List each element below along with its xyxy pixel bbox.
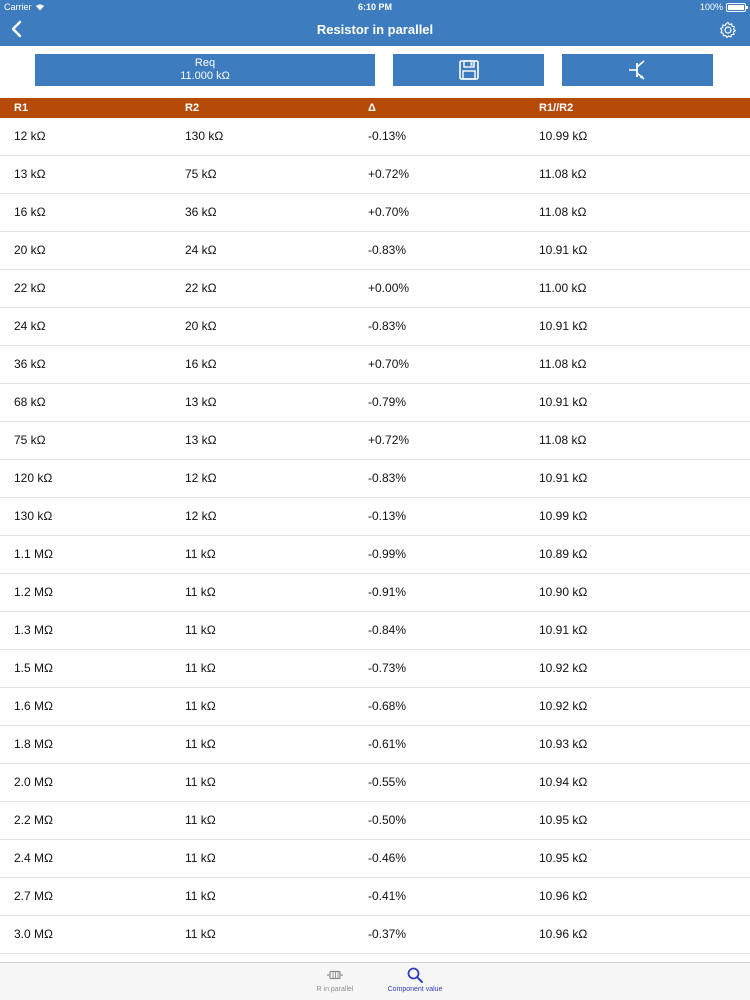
search-icon bbox=[406, 966, 424, 984]
cell-delta: -0.37% bbox=[368, 927, 407, 941]
cell-r1: 68 kΩ bbox=[14, 395, 46, 409]
cell-r2: 11 kΩ bbox=[185, 737, 216, 751]
cell-r2: 11 kΩ bbox=[185, 889, 216, 903]
cell-delta: -0.73% bbox=[368, 661, 407, 675]
cell-r1: 36 kΩ bbox=[14, 357, 46, 371]
tab-r-in-parallel[interactable] bbox=[295, 966, 375, 1000]
table-row[interactable] bbox=[0, 764, 750, 802]
cell-r2: 24 kΩ bbox=[185, 243, 217, 257]
cell-r2: 12 kΩ bbox=[185, 471, 217, 485]
cell-r1: 75 kΩ bbox=[14, 433, 46, 447]
cell-delta: -0.13% bbox=[368, 509, 407, 523]
cell-r1-parallel-r2: 10.91 kΩ bbox=[539, 395, 588, 409]
cell-delta: -0.79% bbox=[368, 395, 407, 409]
results-table bbox=[0, 118, 750, 954]
cell-delta: +0.70% bbox=[368, 357, 410, 371]
table-row[interactable] bbox=[0, 612, 750, 650]
table-row[interactable] bbox=[0, 384, 750, 422]
cell-r1: 120 kΩ bbox=[14, 471, 53, 485]
cell-delta: -0.83% bbox=[368, 243, 407, 257]
cell-r1: 2.2 MΩ bbox=[14, 813, 53, 827]
cell-r2: 11 kΩ bbox=[185, 851, 216, 865]
cell-r1: 12 kΩ bbox=[14, 129, 46, 143]
table-row[interactable] bbox=[0, 346, 750, 384]
cell-r1-parallel-r2: 10.96 kΩ bbox=[539, 889, 588, 903]
floppy-disk-icon bbox=[458, 59, 480, 81]
cell-r1-parallel-r2: 10.93 kΩ bbox=[539, 737, 588, 751]
table-row[interactable] bbox=[0, 536, 750, 574]
table-row[interactable] bbox=[0, 422, 750, 460]
cell-r1: 1.2 MΩ bbox=[14, 585, 53, 599]
nav-bar bbox=[0, 14, 750, 46]
cell-r2: 11 kΩ bbox=[185, 585, 216, 599]
header-r1[interactable]: R1 bbox=[14, 102, 29, 114]
tab-bar bbox=[0, 962, 750, 1000]
cell-r2: 130 kΩ bbox=[185, 129, 224, 143]
cell-r1-parallel-r2: 10.92 kΩ bbox=[539, 699, 588, 713]
battery-icon bbox=[726, 3, 746, 12]
cell-r1-parallel-r2: 10.91 kΩ bbox=[539, 243, 588, 257]
cell-r2: 20 kΩ bbox=[185, 319, 217, 333]
table-row[interactable] bbox=[0, 574, 750, 612]
table-row[interactable] bbox=[0, 878, 750, 916]
cell-r1: 1.1 MΩ bbox=[14, 547, 53, 561]
cell-r1: 22 kΩ bbox=[14, 281, 46, 295]
header-delta[interactable]: Δ bbox=[368, 102, 376, 114]
cell-r1: 2.0 MΩ bbox=[14, 775, 53, 789]
tab-label: R in parallel bbox=[316, 986, 354, 993]
cell-r1: 13 kΩ bbox=[14, 167, 46, 181]
cell-delta: -0.99% bbox=[368, 547, 407, 561]
cell-delta: -0.13% bbox=[368, 129, 407, 143]
cell-r1-parallel-r2: 10.91 kΩ bbox=[539, 623, 588, 637]
cell-delta: -0.83% bbox=[368, 319, 407, 333]
cell-r1: 2.4 MΩ bbox=[14, 851, 53, 865]
table-row[interactable] bbox=[0, 916, 750, 954]
cell-r2: 36 kΩ bbox=[185, 205, 217, 219]
cell-r1-parallel-r2: 10.94 kΩ bbox=[539, 775, 588, 789]
cell-delta: -0.55% bbox=[368, 775, 407, 789]
transistor-button[interactable] bbox=[562, 54, 713, 86]
table-row[interactable] bbox=[0, 688, 750, 726]
gear-icon[interactable] bbox=[718, 20, 738, 40]
cell-r2: 12 kΩ bbox=[185, 509, 217, 523]
table-row[interactable] bbox=[0, 802, 750, 840]
table-row[interactable] bbox=[0, 308, 750, 346]
cell-r1-parallel-r2: 11.00 kΩ bbox=[539, 281, 587, 295]
header-r1-parallel-r2[interactable]: R1//R2 bbox=[539, 102, 574, 114]
cell-r1-parallel-r2: 11.08 kΩ bbox=[539, 205, 587, 219]
battery-indicator bbox=[700, 2, 746, 12]
cell-r1-parallel-r2: 11.08 kΩ bbox=[539, 433, 587, 447]
transistor-icon bbox=[626, 58, 650, 82]
cell-r1: 20 kΩ bbox=[14, 243, 46, 257]
table-header bbox=[0, 98, 750, 118]
cell-delta: -0.61% bbox=[368, 737, 407, 751]
cell-r2: 13 kΩ bbox=[185, 395, 217, 409]
table-row[interactable] bbox=[0, 726, 750, 764]
cell-r1-parallel-r2: 10.90 kΩ bbox=[539, 585, 588, 599]
cell-r1: 1.8 MΩ bbox=[14, 737, 53, 751]
save-button[interactable] bbox=[393, 54, 544, 86]
cell-delta: -0.91% bbox=[368, 585, 407, 599]
table-row[interactable] bbox=[0, 840, 750, 878]
toolbar bbox=[0, 46, 750, 98]
req-button[interactable] bbox=[35, 54, 375, 86]
cell-r1-parallel-r2: 10.96 kΩ bbox=[539, 927, 588, 941]
cell-r1: 1.5 MΩ bbox=[14, 661, 53, 675]
cell-r2: 11 kΩ bbox=[185, 927, 216, 941]
req-label: Req bbox=[194, 57, 216, 69]
cell-delta: -0.46% bbox=[368, 851, 407, 865]
cell-delta: -0.41% bbox=[368, 889, 407, 903]
cell-r1-parallel-r2: 11.08 kΩ bbox=[539, 167, 587, 181]
tab-label: Component value bbox=[387, 986, 443, 993]
cell-r2: 11 kΩ bbox=[185, 813, 216, 827]
cell-delta: +0.00% bbox=[368, 281, 410, 295]
cell-r2: 11 kΩ bbox=[185, 699, 216, 713]
cell-r2: 11 kΩ bbox=[185, 547, 216, 561]
cell-r1-parallel-r2: 10.99 kΩ bbox=[539, 129, 588, 143]
cell-delta: -0.84% bbox=[368, 623, 407, 637]
table-row[interactable] bbox=[0, 156, 750, 194]
cell-r1-parallel-r2: 11.08 kΩ bbox=[539, 357, 587, 371]
cell-r1: 3.0 MΩ bbox=[14, 927, 53, 941]
cell-r1: 130 kΩ bbox=[14, 509, 53, 523]
cell-r2: 11 kΩ bbox=[185, 623, 216, 637]
cell-r1: 16 kΩ bbox=[14, 205, 46, 219]
cell-r1: 2.7 MΩ bbox=[14, 889, 53, 903]
cell-delta: +0.72% bbox=[368, 167, 410, 181]
table-row[interactable] bbox=[0, 232, 750, 270]
cell-r1-parallel-r2: 10.91 kΩ bbox=[539, 319, 588, 333]
table-row[interactable] bbox=[0, 118, 750, 156]
top-chrome bbox=[0, 0, 750, 46]
table-row[interactable] bbox=[0, 498, 750, 536]
cell-r1: 1.6 MΩ bbox=[14, 699, 53, 713]
cell-r2: 16 kΩ bbox=[185, 357, 217, 371]
cell-r1-parallel-r2: 10.95 kΩ bbox=[539, 813, 588, 827]
cell-delta: +0.72% bbox=[368, 433, 410, 447]
cell-r1: 24 kΩ bbox=[14, 319, 46, 333]
cell-delta: -0.68% bbox=[368, 699, 407, 713]
tab-component-value[interactable] bbox=[375, 966, 455, 1000]
cell-delta: -0.83% bbox=[368, 471, 407, 485]
cell-delta: -0.50% bbox=[368, 813, 407, 827]
cell-r2: 75 kΩ bbox=[185, 167, 217, 181]
cell-r2: 22 kΩ bbox=[185, 281, 217, 295]
table-row[interactable] bbox=[0, 270, 750, 308]
cell-delta: +0.70% bbox=[368, 205, 410, 219]
header-r2[interactable]: R2 bbox=[185, 102, 200, 114]
req-value: 11.000 kΩ bbox=[180, 70, 230, 82]
page-title: Resistor in parallel bbox=[316, 22, 434, 37]
cell-r1-parallel-r2: 10.99 kΩ bbox=[539, 509, 588, 523]
status-bar bbox=[0, 0, 750, 14]
cell-r2: 11 kΩ bbox=[185, 661, 216, 675]
table-row[interactable] bbox=[0, 650, 750, 688]
cell-r1-parallel-r2: 10.92 kΩ bbox=[539, 661, 588, 675]
carrier-label: Carrier bbox=[4, 2, 32, 12]
cell-r1: 1.3 MΩ bbox=[14, 623, 53, 637]
table-row[interactable] bbox=[0, 460, 750, 498]
cell-r1-parallel-r2: 10.91 kΩ bbox=[539, 471, 588, 485]
cell-r2: 13 kΩ bbox=[185, 433, 217, 447]
cell-r1-parallel-r2: 10.89 kΩ bbox=[539, 547, 588, 561]
status-time: 6:10 PM bbox=[357, 2, 392, 12]
table-row[interactable] bbox=[0, 194, 750, 232]
resistor-icon bbox=[326, 966, 344, 984]
battery-label: 100% bbox=[699, 2, 723, 12]
cell-r1-parallel-r2: 10.95 kΩ bbox=[539, 851, 588, 865]
cell-r2: 11 kΩ bbox=[185, 775, 216, 789]
